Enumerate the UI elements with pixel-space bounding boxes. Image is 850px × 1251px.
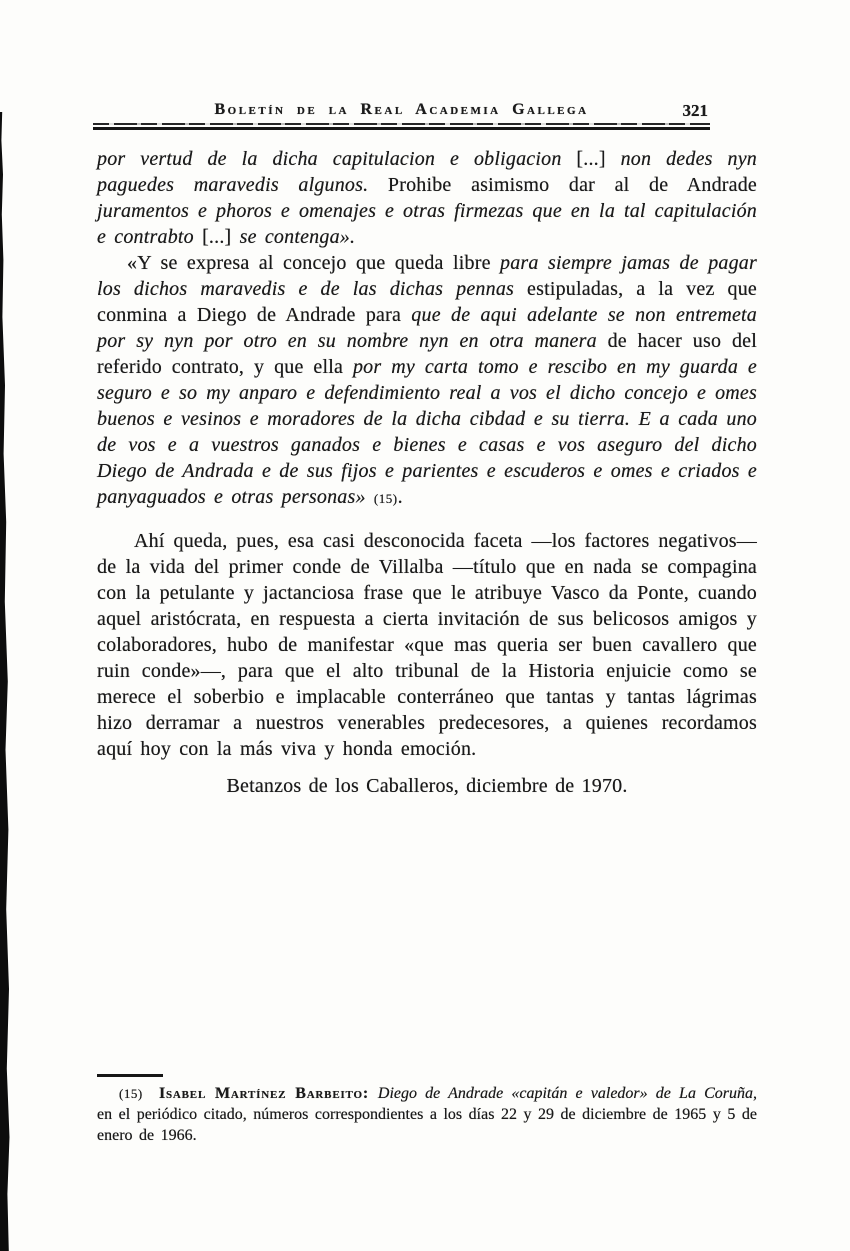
page-number: 321 [682, 101, 708, 120]
text-segment-italic: por my carta tomo e rescibo en my guarda e seguro e so my anparo e defendimiento real a vos el dicho concejo e omes buenos e vesinos e moradores de la dicha cibdad e su tierra. E a cada uno de vos e a vuestros ganados e bienes e casas e vos aseguro del dicho Diego de Andrada e de sus fijos e parientes e escuderos e omes e criados e panyaguados e otras personas» [97, 356, 757, 508]
text-segment-roman: . [397, 486, 403, 508]
journal-title: Boletín de la Real Academia Gallega [214, 101, 589, 118]
text-segment-italic: non dedes nyn paguedes maravedis algunos. [97, 148, 757, 196]
text-segment-italic: por vertud de la dicha capitulacion e obligacion [97, 148, 577, 170]
text-segment-roman: estipuladas, a la vez que conmina a Diego de Andrade para [97, 278, 758, 326]
text-segment-roman: de hacer uso del referido contrato, y que ella [97, 330, 757, 378]
text-segment-roman: «Y se expresa al concejo que queda libre [127, 252, 501, 274]
text-segment-italic: para siempre jamas de pagar los dichos maravedis e de las dichas pennas [97, 252, 757, 300]
header-rule-thick [93, 127, 710, 130]
running-head [93, 101, 710, 123]
body-paragraph-quote-2 [97, 250, 757, 512]
footnote-area [97, 1074, 757, 1146]
text-segment-roman: [...] [202, 226, 240, 248]
footnote-text [97, 1083, 757, 1146]
main-text-block [97, 146, 757, 799]
text-segment-fnref: (15) [119, 1086, 143, 1101]
footnote-separator-rule [97, 1074, 163, 1077]
text-segment-smallcaps: Isabel Martínez Barbeito: [158, 1085, 378, 1102]
header-rule-thin [93, 123, 710, 125]
text-segment-italic: se contenga». [239, 226, 356, 248]
text-segment-italic: que de aqui adelante se non entremeta por sy nyn por otro en su nombre nyn en otra manera [97, 304, 757, 352]
scan-binding-edge [0, 112, 10, 1251]
text-segment-fnref: (15) [373, 491, 398, 506]
body-paragraph-quote-1 [97, 146, 757, 250]
text-segment-italic: juramentos e phoros e omenajes e otras firmezas que en la tal capitulación e contrabto [97, 200, 757, 248]
text-segment-roman [143, 1085, 159, 1102]
dateline: Betanzos de los Caballeros, diciembre de 1970. [226, 775, 628, 797]
text-segment-roman: Prohibe asimismo dar al de Andrade [387, 174, 757, 196]
text-segment-roman: , en el periódico citado, números correspondientes a los días 22 y 29 de diciembre de 1965 y 5 de enero de 1966. [97, 1085, 758, 1144]
text-segment-italic: Diego de Andrade «capitán e valedor» de La Coruña [377, 1085, 754, 1102]
text-segment-roman: [...] [576, 148, 621, 170]
text-segment-roman: Ahí queda, pues, esa casi desconocida faceta —los factores negativos— de la vida del primer conde de Villalba —título que en nada se compagina con la petulante y jactanciosa frase que le atribuye Vasco da Ponte, cuando aquel aristócrata, en respuesta a cierta invitación de sus belicosos amigos y colaboradores, hubo de manifestar «que mas queria ser buen cavallero que ruin conde»—, para que el alto tribunal de la Historia enjuicie como se merece el soberbio e implacable conterráneo que tantas y tantas lágrimas hizo derramar a nuestros venerables predecesores, a quienes recordamos aquí hoy con la más viva y honda emoción. [97, 530, 757, 760]
body-paragraph-closing [97, 528, 757, 762]
header-rule [93, 123, 710, 130]
